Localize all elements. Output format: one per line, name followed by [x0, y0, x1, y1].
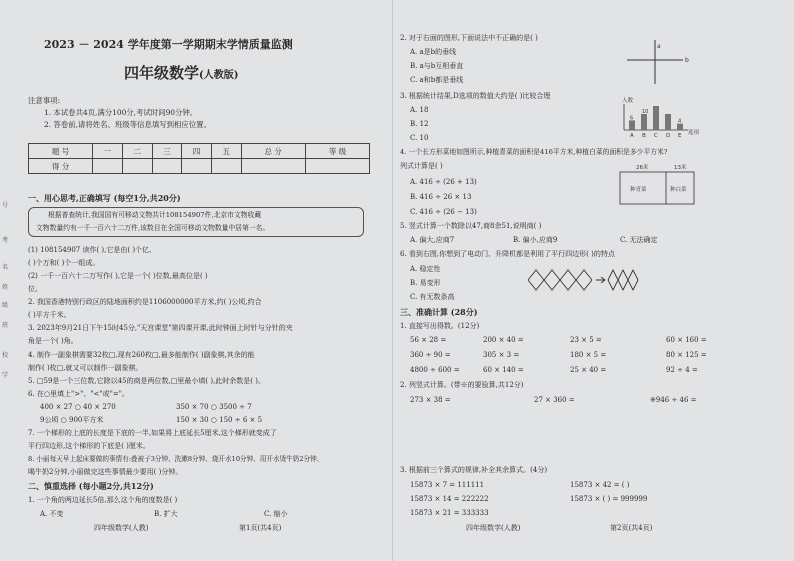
option-b: B. 易变形 [410, 279, 441, 287]
score-header-cell: 三 [152, 144, 182, 159]
page-two [398, 0, 788, 561]
option-c: C. 缩小 [264, 510, 288, 518]
score-row-label: 得 分 [29, 159, 93, 174]
spine-char: 校 [2, 352, 9, 359]
spine-char: 考 [2, 237, 9, 244]
pattern-item: 15873 × 21 = 333333 [410, 509, 489, 517]
question-1-1: (1) 108154907 读作( ),它是由( )个亿、 [28, 246, 157, 254]
score-cell[interactable] [152, 159, 182, 174]
score-cell[interactable] [211, 159, 241, 174]
option-a: A. 稳定性 [410, 265, 441, 273]
question-4-cont: 制作( )枚□,就又可以制作一副象棋。 [28, 364, 143, 372]
option-c: C. 10 [410, 134, 429, 142]
choice-question-5: 5. 竖式计算一个数除以47,商8余51,说明商( ) [400, 222, 542, 230]
value-label: 4 [678, 118, 682, 125]
question-2: 2. 我国香港特别行政区的陆地面积约是1106000000平方米,约( )公顷,约合 [28, 298, 262, 306]
option-c: C. 无法确定 [620, 236, 658, 244]
compare-item: 350 × 70 ○ 3500 ÷ 7 [176, 403, 252, 411]
lattice-figure [526, 266, 646, 294]
question-8: 8. 小丽每天早上起床要做的事情有:叠被子3分钟、洗漱8分钟、烧开水10分钟、用开水烫牛奶2分钟、 [28, 455, 324, 463]
subject-title [124, 64, 238, 85]
spine-char: 学 [2, 372, 9, 379]
question-6: 6. 在○里填上">"、"<"或"="。 [28, 390, 129, 398]
oral-item: 360 ÷ 90 = [410, 351, 451, 359]
region-qingcai: 种青菜 [630, 187, 647, 193]
oral-item: 305 × 3 = [483, 351, 520, 359]
footer-subject: 四年级数学(人教) [466, 524, 521, 532]
bar-C [653, 106, 659, 130]
footer-page: 第1页(共4页) [239, 524, 282, 532]
question-2-cont: ( )平方千米。 [28, 311, 71, 319]
choice-question-4: 4. 一个长方形菜地如图所示,种植青菜的面积是416平方米,种植白菜的面积是多少平方米? [400, 148, 668, 156]
vertical-item: ※946 ÷ 46 = [650, 396, 697, 404]
subject-name: 四年级数学 [124, 64, 200, 82]
question-8-cont: 喝牛奶2分钟,小丽做完这些事情最少要用( )分钟。 [28, 468, 183, 476]
context-line: 根据普查统计,我国国有可移动文物共计108154907件,北京市文物收藏 [48, 211, 262, 219]
section-three-title: 三、准确计算 (28分) [400, 307, 478, 317]
question-7-cont: 平行四边形,这个梯形的下底是( )厘米。 [28, 442, 150, 450]
question-3: 3. 2023年9月21日下午15时45分,"天宫课堂"第四课开课,此时钟面上时针与分针的夹 [28, 324, 293, 332]
binding-margin [0, 0, 12, 561]
score-header-cell: 题 号 [29, 144, 93, 159]
option-a: A. 偏大,应商7 [410, 236, 455, 244]
oral-item: 4800 ÷ 600 = [410, 366, 460, 374]
score-header-cell: 四 [182, 144, 212, 159]
option-b: B. 偏小,应商9 [513, 236, 558, 244]
page-one [14, 0, 386, 561]
lattice-arrow [596, 277, 605, 283]
option-a: A. 416 ÷ (26 + 13) [410, 178, 477, 186]
oral-item: 25 × 40 = [570, 366, 607, 374]
perpendicular-figure [623, 38, 693, 86]
question-4: 4. 制作一副象棋需要32枚□,现有260枚□,最多能制作( )副象棋,其余的能 [28, 351, 255, 359]
compare-item: 9公顷 ○ 900平方米 [40, 416, 104, 424]
category-label: E [678, 133, 682, 139]
calc-question-1: 1. 直接写出得数。(12分) [400, 322, 480, 330]
option-b: B. 扩大 [154, 510, 178, 518]
score-header-cell: 五 [211, 144, 241, 159]
bar-B [641, 114, 647, 130]
option-c: C. 416 ÷ (26 − 13) [410, 208, 477, 216]
oral-item: 56 × 28 = [410, 336, 447, 344]
option-b: B. 416 ÷ 26 × 13 [410, 193, 472, 201]
note-item: 1. 本试卷共4页,满分100分,考试时间90分钟。 [44, 108, 198, 117]
context-line: 文物数量约有一千一百六十二万件,该数目在全国可移动文物数量中居第一名。 [36, 224, 270, 232]
oral-item: 200 × 40 = [483, 336, 524, 344]
spine-char: 级 [2, 302, 9, 309]
option-c: C. a和b都是垂线 [410, 76, 464, 84]
value-label: 10 [642, 109, 649, 115]
vertical-item: 273 × 38 = [410, 396, 451, 404]
category-label: D [666, 133, 671, 139]
oral-item: 80 × 125 = [666, 351, 707, 359]
footer-subject: 四年级数学(人教) [94, 524, 149, 532]
region-baicai: 种白菜 [670, 187, 687, 193]
exam-title: 2023 － 2024 学年度第一学期期末学情质量监测 [44, 38, 293, 51]
lattice-right [608, 270, 638, 290]
lattice-left [528, 270, 592, 290]
bar-D [665, 114, 671, 130]
category-label: C [654, 133, 658, 139]
score-cell[interactable] [93, 159, 123, 174]
compare-item: 400 × 27 ○ 40 × 270 [40, 403, 116, 411]
dimension-qingcai: 26米 [636, 165, 649, 171]
note-item: 2. 答卷前,请将姓名、班级等信息填写到相应位置。 [44, 120, 211, 129]
score-header-cell: 等 级 [305, 144, 369, 159]
score-table [28, 143, 370, 174]
pattern-item: 15873 × 14 = 222222 [410, 495, 489, 503]
notes-heading: 注意事项: [28, 96, 61, 105]
question-5: 5. □59是一个三位数,它除以45的商是两位数,□里最小填( ),此时余数是( )。 [28, 377, 265, 385]
oral-item: 92 ÷ 4 = [666, 366, 698, 374]
oral-item: 60 × 160 = [666, 336, 707, 344]
option-b: B. 12 [410, 120, 429, 128]
bar-chart [620, 94, 710, 140]
score-cell[interactable] [182, 159, 212, 174]
oral-item: 23 × 5 = [570, 336, 602, 344]
vertical-item: 27 × 360 = [534, 396, 575, 404]
section-one-title: 一、用心思考,正确填写 (每空1分,共20分) [28, 193, 181, 203]
choice-question-2: 2. 对于右面的图形,下面说法中不正确的是( ) [400, 34, 538, 42]
spine-char: 号 [2, 202, 9, 209]
question-1-2: (2) 一千一百六十二万写作( ),它是一个( )位数,最高位是( ) [28, 272, 208, 280]
compare-item: 150 × 30 ○ 150 ÷ 6 × 5 [176, 416, 263, 424]
dimension-baicai: 13米 [674, 165, 687, 171]
section-two-title: 二、慎重选择 (每小题2分,共12分) [28, 481, 154, 491]
option-c: C. 有无数条高 [410, 293, 455, 301]
footer-page: 第2页(共4页) [610, 524, 653, 532]
edition-label: (人教版) [199, 70, 239, 81]
option-a: A. 18 [410, 106, 429, 114]
option-b: B. a与b互相垂直 [410, 62, 464, 70]
chart-y-unit: 人数 [622, 98, 634, 104]
spine-char: 名 [2, 264, 9, 271]
question-1-2-cont: 位。 [28, 285, 42, 293]
calc-question-3: 3. 根据前三个算式的规律,补全其余算式。(4分) [400, 466, 548, 474]
score-cell[interactable] [305, 159, 369, 174]
spine-char: 班 [2, 322, 9, 329]
label-b: b [685, 57, 689, 64]
choice-question-3: 3. 根据统计结果,D选项的数值大约是( )比较合理 [400, 92, 551, 100]
choice-question-6: 6. 看到右图,你想到了电动门、升降机都是利用了平行四边形( )的特点 [400, 250, 615, 258]
question-7: 7. 一个梯形的上底的长度是下底的一半,如果将上底延长5厘米,这个梯形就变成了 [28, 429, 277, 437]
choice-question-1: 1. 一个角的两边延长5倍,那么这个角的度数是( ) [28, 496, 178, 504]
option-a: A. a是b的垂线 [410, 48, 457, 56]
score-header-cell: 总 分 [241, 144, 305, 159]
score-cell[interactable] [241, 159, 305, 174]
chart-x-unit: 选项 [688, 130, 700, 136]
label-a: a [657, 43, 661, 50]
bar-A [629, 120, 635, 130]
oral-item: 60 × 140 = [483, 366, 524, 374]
option-a: A. 不变 [40, 510, 64, 518]
question-3-cont: 角是一个( )角。 [28, 337, 78, 345]
pattern-item: 15873 × 7 = 111111 [410, 481, 485, 489]
score-header-cell: 二 [122, 144, 152, 159]
pattern-item: 15873 × 42 = ( ) [570, 481, 630, 489]
category-label: A [630, 133, 634, 139]
page-seam [392, 0, 393, 561]
score-cell[interactable] [122, 159, 152, 174]
choice-question-4-cont: 列式计算是( ) [400, 162, 443, 170]
score-header-cell: 一 [93, 144, 123, 159]
field-figure [618, 162, 708, 210]
value-label: 6 [630, 115, 634, 122]
pattern-item: 15873 × ( ) = 999999 [570, 495, 648, 503]
calc-question-2: 2. 列竖式计算。(带※的要验算,共12分) [400, 381, 524, 389]
category-label: B [642, 133, 646, 139]
question-1-1-cont: ( )个万和( )个一组成。 [28, 259, 100, 267]
spine-char: 姓 [2, 284, 9, 291]
oral-item: 180 × 5 = [570, 351, 607, 359]
